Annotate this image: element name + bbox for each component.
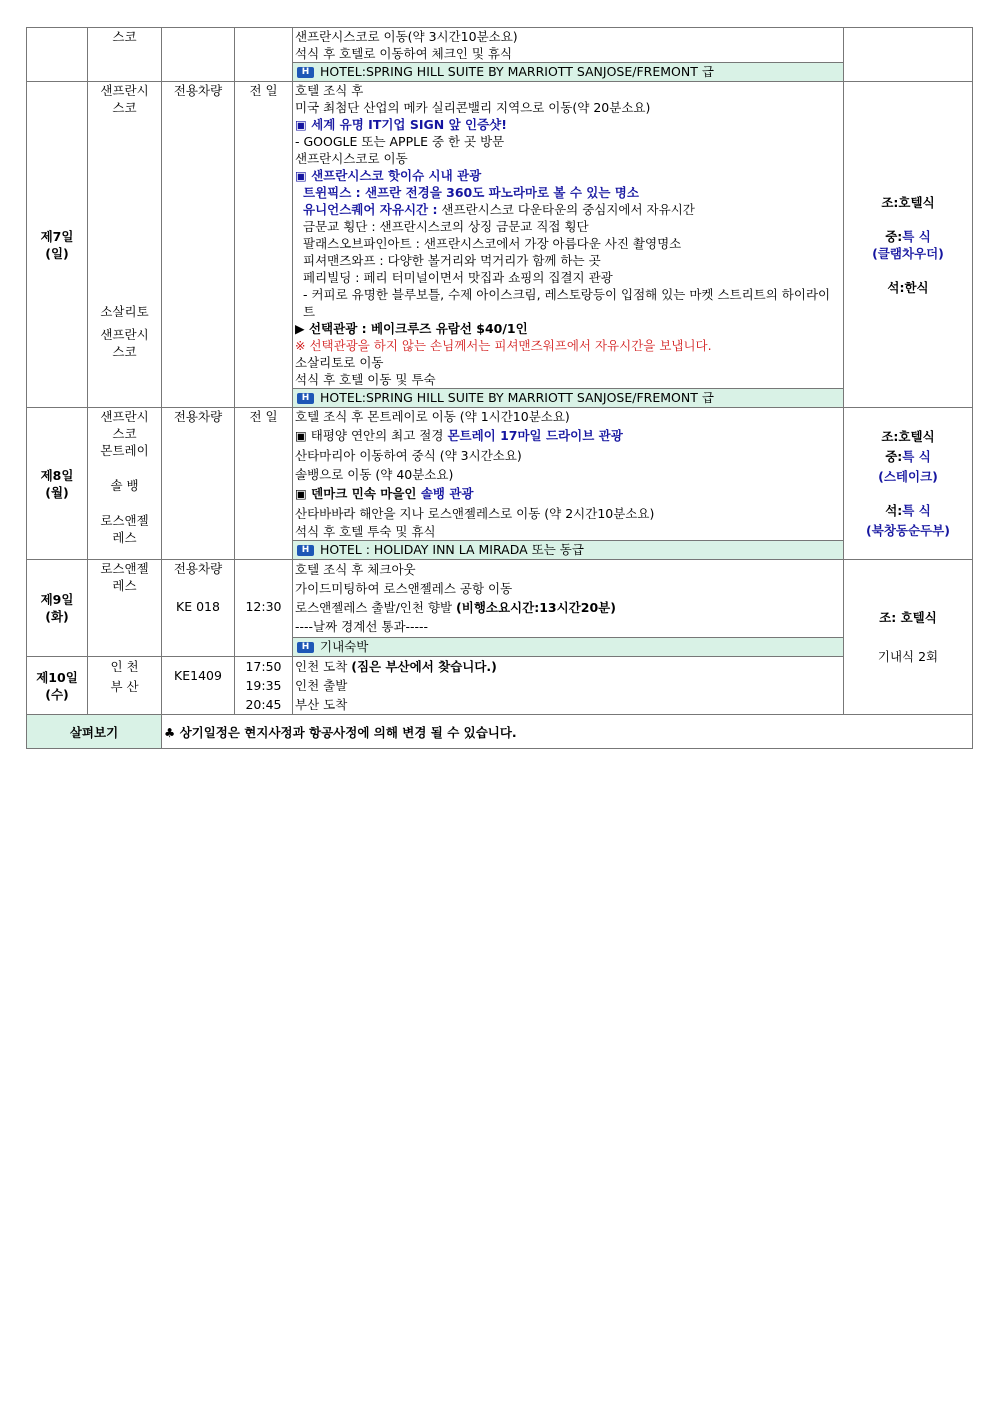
hotel-icon: H [297, 642, 314, 653]
day-cell [27, 28, 88, 82]
table-row-day9 [27, 560, 973, 657]
table-row-day10 [27, 657, 973, 715]
time-cell: 전 일 [235, 82, 293, 408]
time-cell: 전 일 [235, 408, 293, 560]
day-cell [27, 82, 88, 408]
transport-cell [162, 28, 235, 82]
day-label: 제7일 [40, 228, 74, 244]
footer-label: 살펴보기 [27, 715, 162, 749]
city-cell: 인 천 부 산 [88, 657, 162, 715]
schedule-line: 샌프란시스코로 이동(약 3시간10분소요) [295, 29, 518, 44]
schedule-cell: 호텔 조식 후 미국 최첨단 산업의 메카 실리콘밸리 지역으로 이동(약 20분소요) ▣ 세계 유명 IT기업 SIGN 앞 인증샷! - GOOGLE 또는 APPLE 중 한 곳 방문 샌프란시스코로 이동 ▣ 샌프란시스코 핫이슈 시내 관광 트윈픽스 : 샌프란 전경을 360도 파노라마로 볼 수 있는 명소 유니언스퀘어 자유시간 : 샌프란시스코 다운타운의 중심지에서 자유시간 금문교 횡단 : 샌프란시스코의 상징 금문교 직접 횡단 팔래스오브파인아트 : 샌프란시스코에서 가장 아름다운 사진 촬영명소 피셔맨즈와프 : 다양한 볼거리와 먹거리가 함께 하는 곳 페리빌딩 : 페리 터미널이면서 맛집과 쇼핑의 집결지 관광 - 커피로 유명한 블루보틀, 수제 아이스크림, 레스토랑등이 입점해 있는 마켓 스트리트의 하이라이트 ▶ 선택관광 : 베이크루즈 유람선 $40/1인 ※ 선택관광을 하지 않는 손님께서는 피셔맨즈워프에서 자유시간을 보냅니다. 소살리토로 이동 석식 후 호텔 이동 및 투숙 H HOTEL:SPRING HILL SUITE BY MARRIOTT SANJOSE/FREMONT 급 [293, 82, 844, 408]
hotel-name: 기내숙박 [320, 639, 369, 654]
hotel-icon: H [297, 67, 314, 78]
schedule-cell: 호텔 조식 후 체크아웃 가이드미팅하여 로스앤젤레스 공항 이동 로스앤젤레스 출발/인천 향발 (비행소요시간:13시간20분) ----날짜 경계선 통과----- H 기내숙박 [293, 560, 844, 657]
hotel-icon: H [297, 393, 314, 404]
schedule-line: 석식 후 호텔로 이동하여 체크인 및 휴식 [295, 46, 513, 61]
footer-note: ♣ 상기일정은 현지사정과 항공사정에 의해 변경 될 수 있습니다. [162, 715, 973, 749]
table-row-footer [27, 715, 973, 749]
hotel-bar [293, 62, 843, 81]
day-cell: 제9일 (화) [27, 560, 88, 657]
hotel-bar [293, 388, 843, 407]
day-cell: 제8일 (월) [27, 408, 88, 560]
time-cell [235, 28, 293, 82]
table-row-day7 [27, 82, 973, 408]
schedule-cell [293, 28, 844, 82]
transport-cell: 전용차량 [162, 408, 235, 560]
day-of-week: (일) [45, 245, 69, 261]
meal-cell: 조:호텔식 중:특 식 (클램차우더) 석:한식 [844, 82, 973, 408]
city-cell: 샌프란시 스코 몬트레이 솔 뱅 로스앤젤 레스 [88, 408, 162, 560]
hotel-name: HOTEL:SPRING HILL SUITE BY MARRIOTT SANJOSE/FREMONT 급 [320, 64, 714, 79]
time-cell: 17:50 19:35 20:45 [235, 657, 293, 715]
day-cell: 제10일 (수) [27, 657, 88, 715]
hotel-bar [293, 540, 843, 559]
hotel-name: HOTEL : HOLIDAY INN LA MIRADA 또는 동급 [320, 542, 584, 557]
time-cell: 12:30 [235, 560, 293, 657]
club-icon: ♣ [164, 724, 176, 740]
transport-cell: KE1409 [162, 657, 235, 715]
meal-cell: 조:호텔식 중:특 식 (스테이크) 석:특 식 (북창동순두부) [844, 408, 973, 560]
city-cell: 로스앤젤 레스 [88, 560, 162, 657]
transport-cell: 전용차량 KE 018 [162, 560, 235, 657]
table-row-day6-cont [27, 28, 973, 82]
city-cell: 샌프란시 스코 소살리토 샌프란시 스코 [88, 82, 162, 408]
hotel-icon: H [297, 545, 314, 556]
meal-cell [844, 28, 973, 82]
table-row-day8 [27, 408, 973, 560]
schedule-cell: 인천 도착 (짐은 부산에서 찾습니다.) 인천 출발 부산 도착 [293, 657, 844, 715]
schedule-cell: 호텔 조식 후 몬트레이로 이동 (약 1시간10분소요) ▣ 태평양 연안의 최고 절경 몬트레이 17마일 드라이브 관광 산타마리아 이동하여 중식 (약 3시간소요) 솔뱅으로 이동 (약 40분소요) ▣ 덴마크 민속 마을인 솔뱅 관광 산타바바라 해안을 지나 로스앤젤레스로 이동 (약 2시간10분소요) 석식 후 호텔 투숙 및 휴식 H HOTEL : HOLIDAY INN LA MIRADA 또는 동급 [293, 408, 844, 560]
itinerary-table [26, 27, 973, 749]
meal-cell: 조: 호텔식 기내식 2회 [844, 560, 973, 715]
hotel-bar [293, 637, 843, 656]
hotel-name: HOTEL:SPRING HILL SUITE BY MARRIOTT SANJOSE/FREMONT 급 [320, 390, 714, 405]
city-cell: 스코 [88, 28, 162, 82]
transport-cell: 전용차량 [162, 82, 235, 408]
